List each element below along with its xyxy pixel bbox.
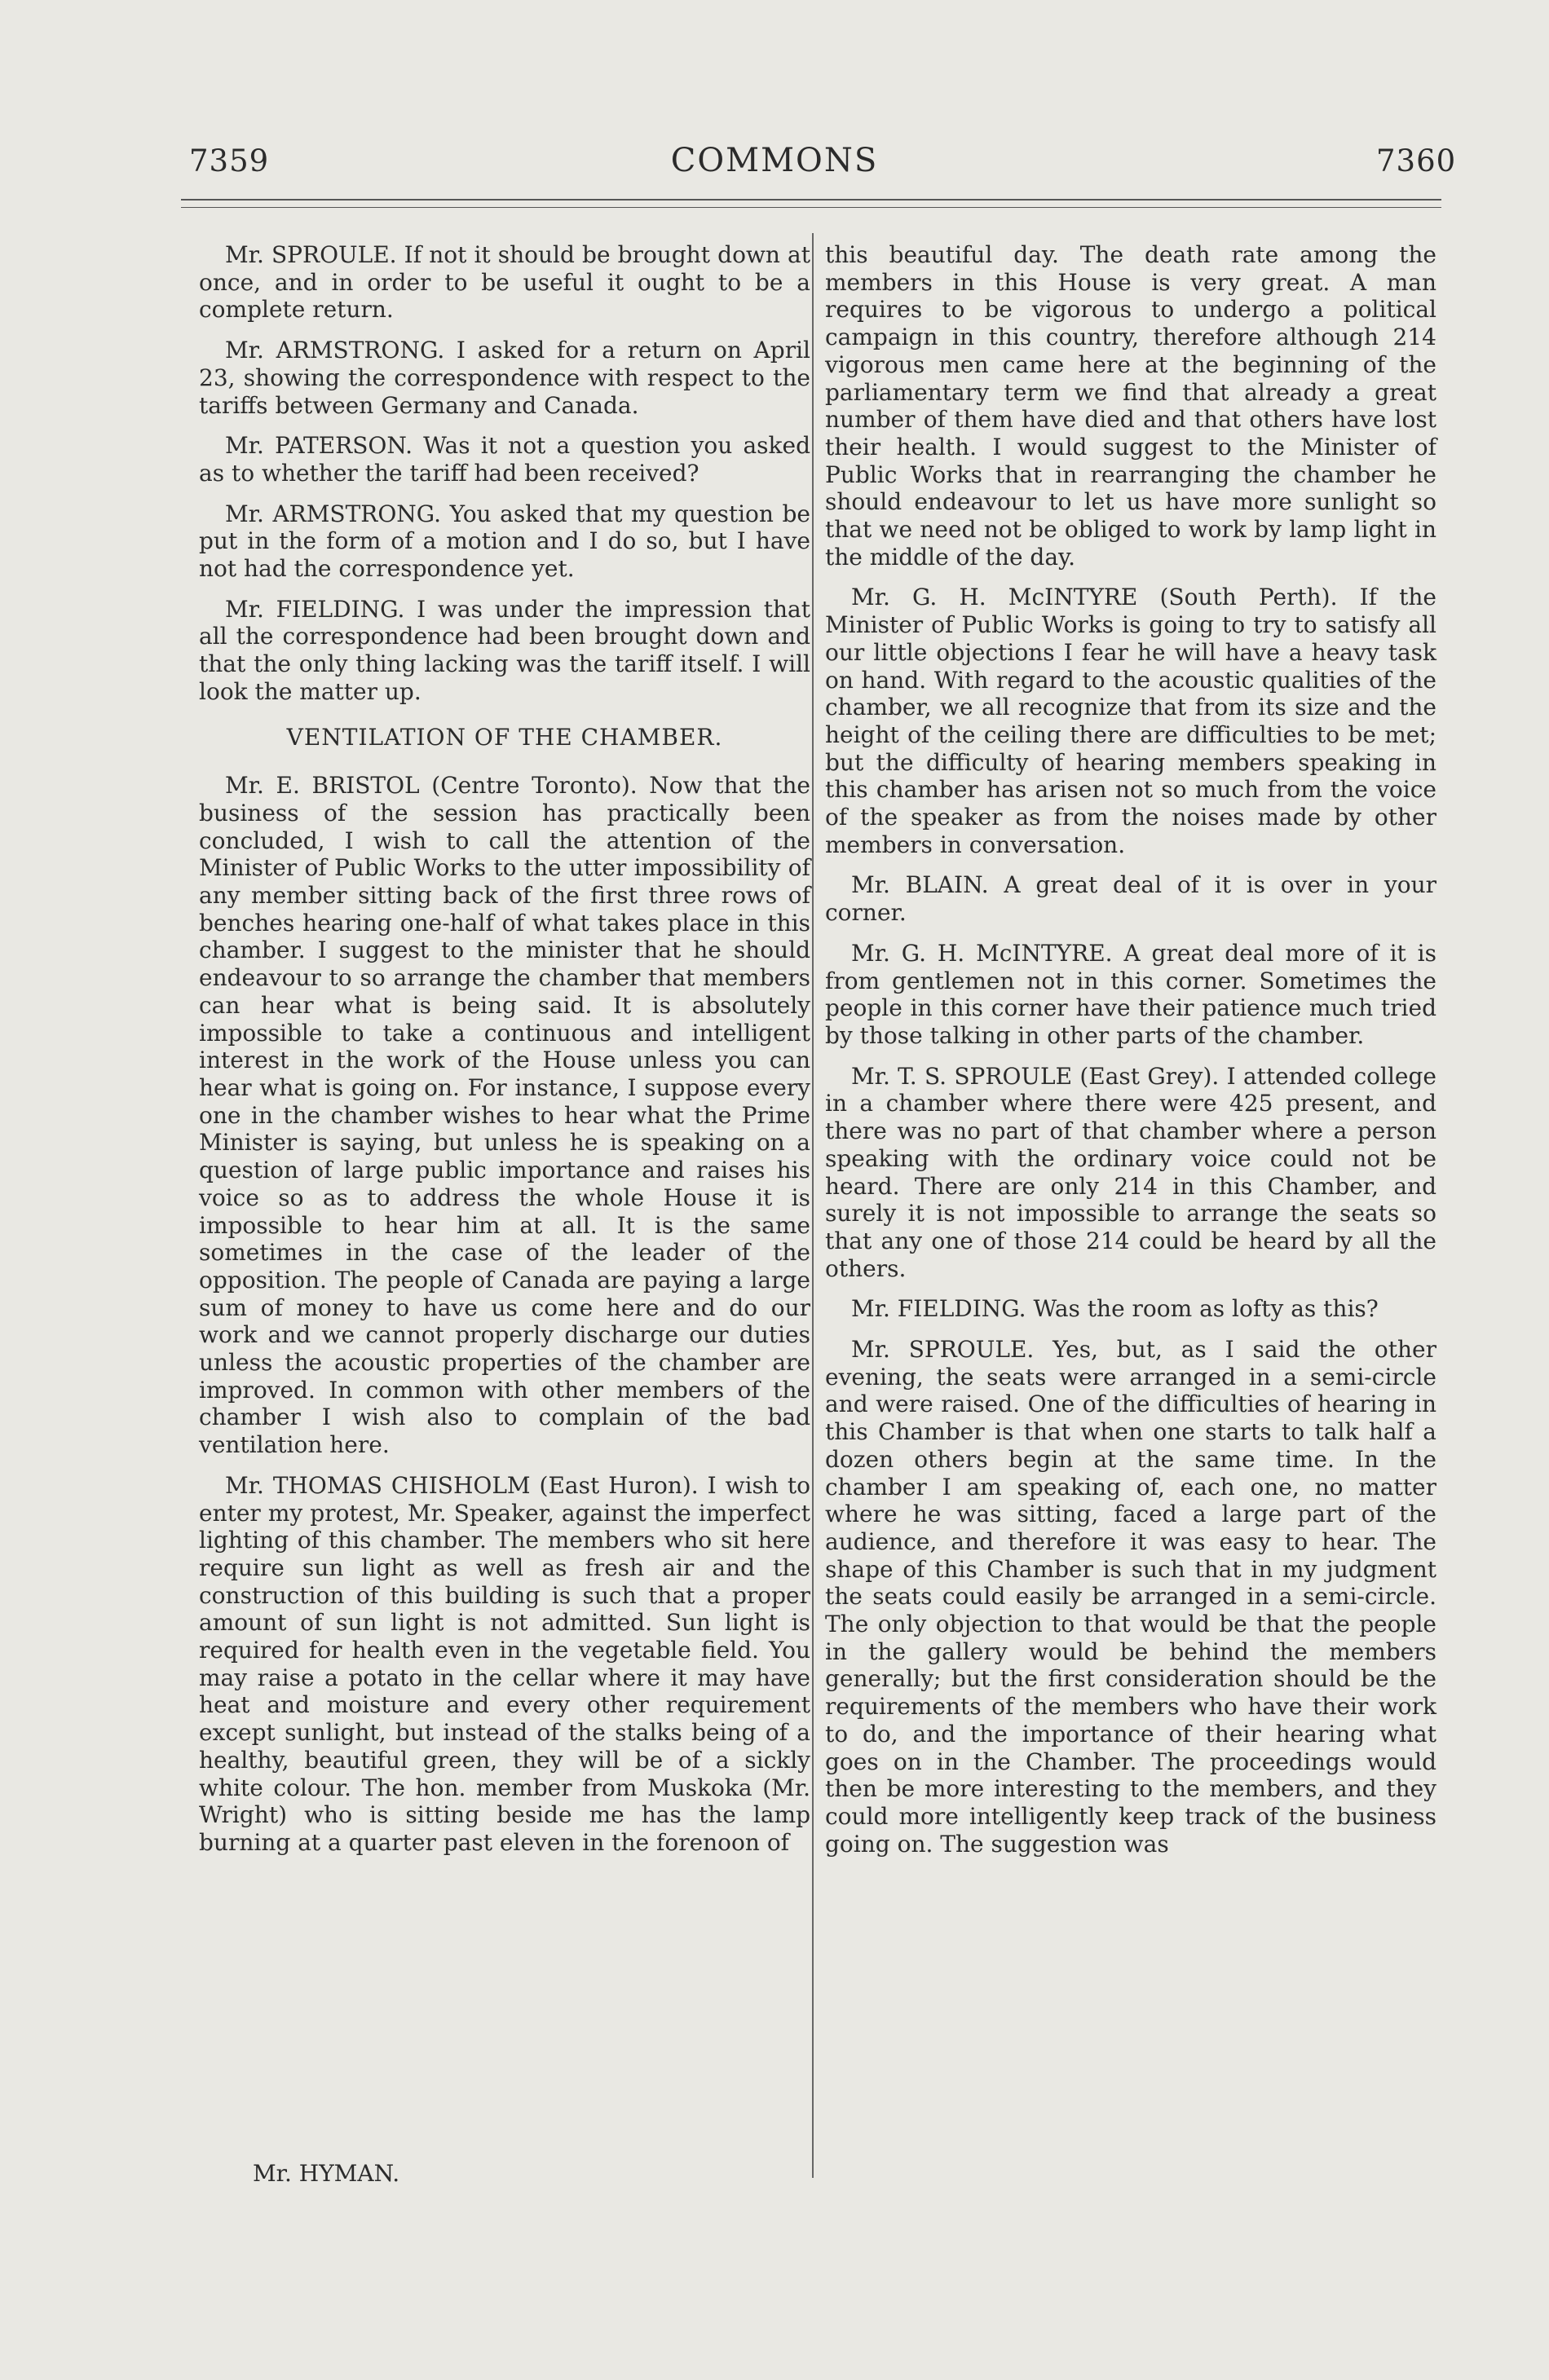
paragraph: Mr. SPROULE. If not it should be brought down at once, and in order to be useful it ought to be a complete return.: [199, 241, 810, 324]
paragraph: Mr. G. H. McINTYRE. A great deal more of it is from gentlemen not in this corner. Sometimes the people in this corner have their patience much tried by those talking in other parts of the chamber.: [825, 939, 1436, 1049]
page-number-left: 7359: [189, 143, 270, 178]
header-rule-thin: [181, 207, 1441, 208]
paragraph: Mr. THOMAS CHISHOLM (East Huron). I wish to enter my protest, Mr. Speaker, against the imperfect lighting of this chamber. The members who sit here require sun light as well as fresh air and the construction of this building is such that a proper amount of sun light is not admitted. Sun light is required for health even in the vegetable field. You may raise a potato in the cellar where it may have heat and moisture and every other requirement except sunlight, but instead of the stalks being of a healthy, beautiful green, they will be of a sickly white colour. The hon. member from Muskoka (Mr. Wright) who is sitting beside me has the lamp burning at a quarter past eleven in the forenoon of: [199, 1471, 810, 1856]
paragraph: Mr. BLAIN. A great deal of it is over in your corner.: [825, 871, 1436, 927]
paragraph: Mr. ARMSTRONG. I asked for a return on April 23, showing the correspondence with respect to the tariffs between Germany and Canada.: [199, 337, 810, 419]
catchword: Mr. HYMAN.: [253, 2160, 400, 2187]
page-number-right: 7360: [1376, 143, 1457, 178]
paragraph: Mr. FIELDING. Was the room as lofty as this?: [851, 1295, 1379, 1323]
column-divider: [812, 233, 814, 2178]
paragraph: Mr. PATERSON. Was it not a question you asked as to whether the tariff had been received?: [199, 432, 810, 487]
paragraph: Mr. ARMSTRONG. You asked that my question be put in the form of a motion and I do so, but I have not had the correspondence yet.: [199, 500, 810, 583]
paragraph: Mr. SPROULE. Yes, but, as I said the other evening, the seats were arranged in a semi-circle and were raised. One of the difficulties of hearing in this Chamber is that when one starts to talk half a dozen others begin at the same time. In the chamber I am speaking of, each one, no matter where he was sitting, faced a large part of the audience, and therefore it was easy to hear. The shape of this Chamber is such that in my judgment the seats could easily be arranged in a semi-circle. The only objection to that would be that the people in the gallery would be behind the members generally; but the first consideration should be the requirements of the members who have their work to do, and the importance of their hearing what goes on in the Chamber. The proceedings would then be more interesting to the members, and they could more intelligently keep track of the business going on. The suggestion was: [825, 1336, 1436, 1858]
paragraph: this beautiful day. The death rate among the members in this House is very great. A man requires to be vigorous to undergo a political campaign in this country, therefore although 214 vigorous men came here at the beginning of the parliamentary term we find that already a great number of them have died and that others have lost their health. I would suggest to the Minister of Public Works that in rearranging the chamber he should endeavour to let us have more sunlight so that we need not be obliged to work by lamp light in the middle of the day.: [825, 241, 1436, 571]
right-column: [825, 241, 1436, 2165]
paragraph: Mr. E. BRISTOL (Centre Toronto). Now that the business of the session has practically been concluded, I wish to call the attention of the Minister of Public Works to the utter impossibility of any member sitting back of the first three rows of benches hearing one-half of what takes place in this chamber. I suggest to the minister that he should endeavour to so arrange the chamber that members can hear what is being said. It is absolutely impossible to take a continuous and intelligent interest in the work of the House unless you can hear what is going on. For instance, I suppose every one in the chamber wishes to hear what the Prime Minister is saying, but unless he is speaking on a question of large public importance and raises his voice so as to address the whole House it is impossible to hear him at all. It is the same sometimes in the case of the leader of the opposition. The people of Canada are paying a large sum of money to have us come here and do our work and we cannot properly discharge our duties unless the acoustic properties of the chamber are improved. In common with other members of the chamber I wish also to complain of the bad ventilation here.: [199, 772, 810, 1459]
header-rule: [181, 199, 1441, 201]
paragraph: Mr. FIELDING. I was under the impression that all the correspondence had been brought down and that the only thing lacking was the tariff itself. I will look the matter up.: [199, 595, 810, 705]
section-heading: VENTILATION OF THE CHAMBER.: [286, 723, 723, 751]
left-column: [199, 241, 810, 2165]
paragraph: Mr. T. S. SPROULE (East Grey). I attended college in a chamber where there were 425 present, and there was no part of that chamber where a person speaking with the ordinary voice could not be heard. There are only 214 in this Chamber, and surely it is not impossible to arrange the seats so that any one of those 214 could be heard by all the others.: [825, 1062, 1436, 1282]
running-head: COMMONS: [670, 142, 879, 179]
paragraph: Mr. G. H. McINTYRE (South Perth). If the Minister of Public Works is going to try to satisfy all our little objections I fear he will have a heavy task on hand. With regard to the acoustic qualities of the chamber, we all recognize that from its size and the height of the ceiling there are difficulties to be met; but the difficulty of hearing members speaking in this chamber has arisen not so much from the voice of the speaker as from the noises made by other members in conversation.: [825, 584, 1436, 858]
